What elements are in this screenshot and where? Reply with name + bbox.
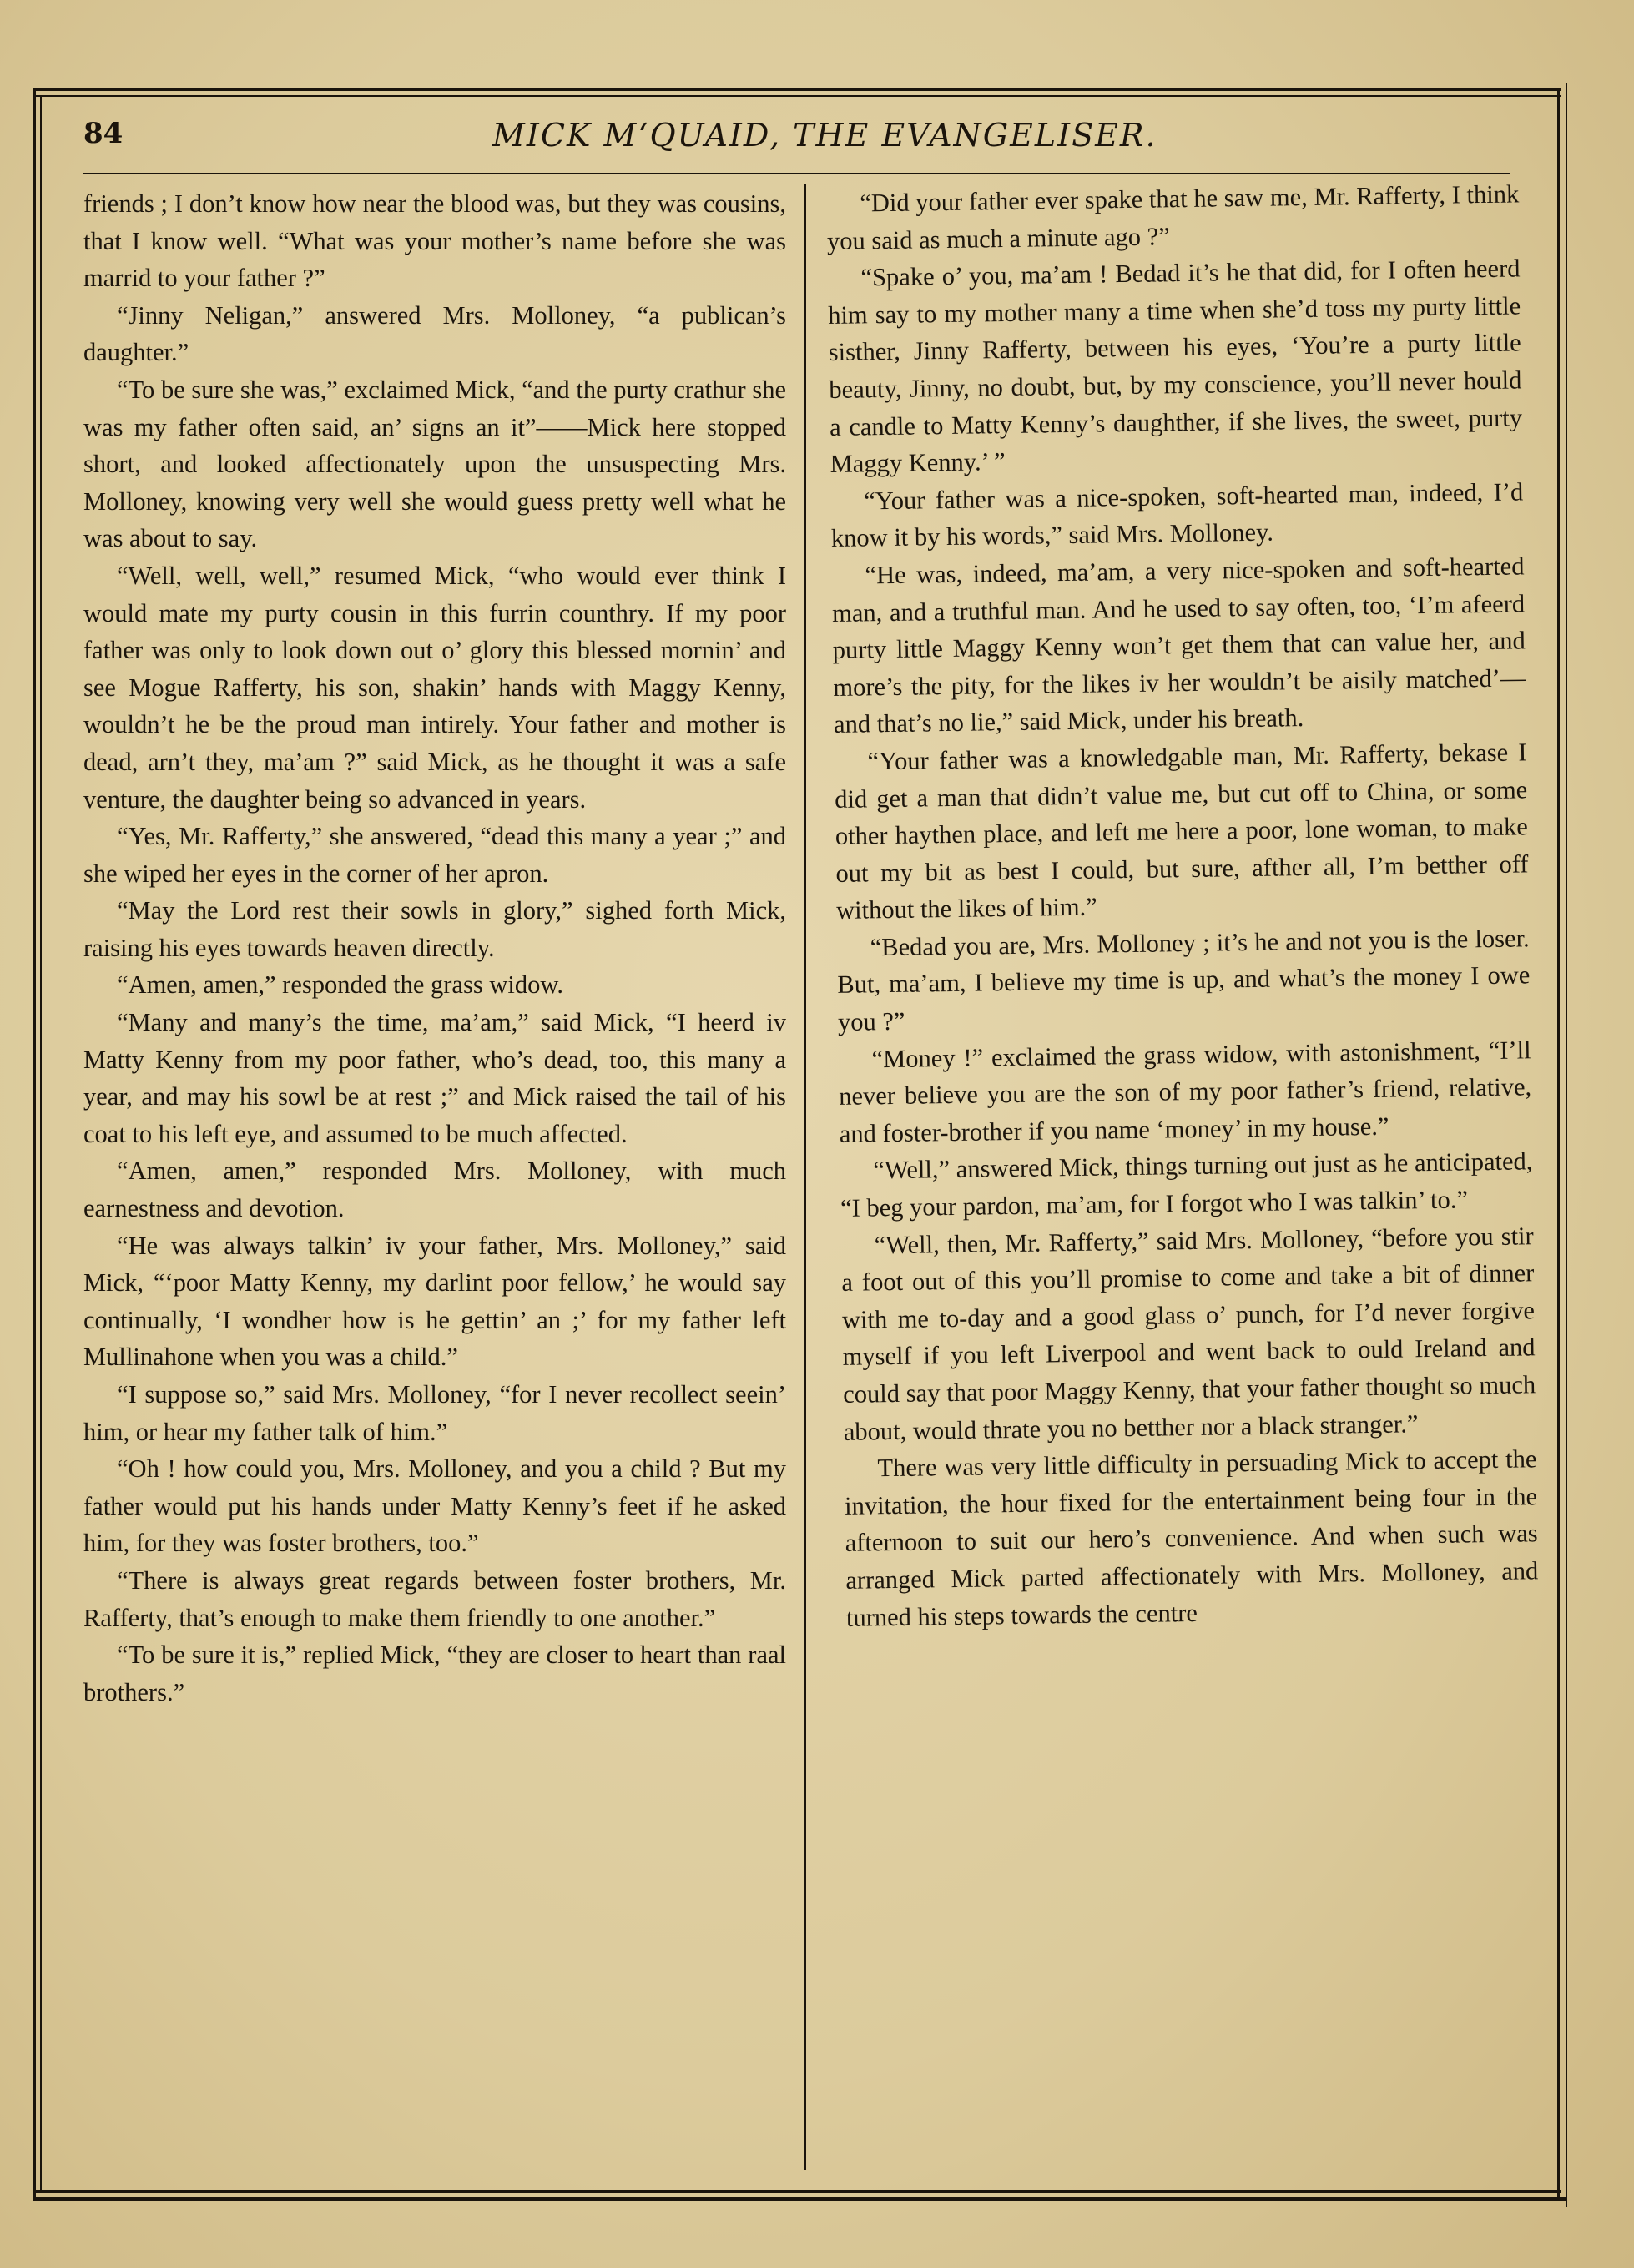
paragraph: “Bedad you are, Mrs. Molloney ; it’s he and not you is the loser. But, ma’am, I believe my time is up, and what’s the money I owe you ?” [837, 924, 1531, 1036]
paragraph: “Amen, amen,” responded Mrs. Molloney, with much earnestness and devotion. [83, 1157, 786, 1223]
paragraph: “Jinny Neligan,” answered Mrs. Molloney, “a publican’s daughter.” [83, 300, 786, 367]
header-underline [83, 173, 1510, 174]
paragraph: “To be sure it is,” replied Mick, “they are closer to heart than raal brothers.” [83, 1641, 786, 1706]
frame-right-rule-inner [1566, 83, 1567, 2207]
page-header [83, 117, 1502, 167]
frame-left-rule-inner [40, 95, 42, 2191]
bottom-rule-thick [33, 2197, 1567, 2201]
paragraph: “To be sure she was,” exclaimed Mick, “and the purty crathur she was my father often said, an’ signs an it”——Mick here stopped short, and looked affectionately upon the unsuspecting Mrs. Molloney, knowing very well she would guess pretty well what he was about to say. [83, 375, 786, 553]
paragraph: “Amen, amen,” responded the grass widow. [117, 970, 564, 1000]
paragraph: “Did your father ever spake that he saw me, Mr. Rafferty, I think you said as much a minute ago ?” [826, 179, 1520, 255]
paragraph: “May the Lord rest their sowls in glory,” sighed forth Mick, raising his eyes towards heaven directly. [83, 896, 786, 962]
paragraph: “Your father was a nice-spoken, soft-hearted man, indeed, I’d know it by his words,” said Mrs. Molloney. [830, 477, 1524, 553]
page-number: 84 [83, 117, 124, 150]
paragraph: “Many and many’s the time, ma’am,” said Mick, “I heerd iv Matty Kenny from my poor father, who’s dead, too, this many a year, and may his sowl be at rest ;” and Mick raised the tail of his coat to his left eye, and assumed to be much affected. [83, 1008, 786, 1148]
frame-left-rule [33, 88, 36, 2199]
paragraph: “Well, well, well,” resumed Mick, “who would ever think I would mate my purty cousin in this furrin counthry. If my poor father was only to look down out o’ glory this blessed mornin’ and see Mogue Rafferty, his son, shakin’ hands with Maggy Kenny, wouldn’t he be the proud man intirely. Your father and mother is dead, arn’t they, ma’am ?” said Mick, as he thought it was a safe venture, the daughter being so advanced in years. [83, 561, 786, 814]
paragraph: There was very little difficulty in persuading Mick to accept the invitation, the hour fixed for the entertainment being four in the afternoon to suit our hero’s convenience. And when such was arranged Mick parted affectionately with Mrs. Molloney, and turned his steps towards the centre [844, 1444, 1539, 1632]
bottom-rule [33, 2190, 1561, 2193]
paragraph: “Oh ! how could you, Mrs. Molloney, and you a child ? But my father would put his hands under Matty Kenny’s feet if he asked him, for they was foster brothers, too.” [83, 1454, 786, 1558]
frame-right-rule [1557, 88, 1560, 2199]
paragraph: “Yes, Mr. Rafferty,” she answered, “dead this many a year ;” and she wiped her eyes in the corner of her apron. [83, 822, 786, 888]
paragraph: “He was, indeed, ma’am, a very nice-spoken and soft-hearted man, and a truthful man. And he used to say often, too, ‘I’m afeerd purty little Maggy Kenny won’t get them that can value her, and more’s the pity, for the likes iv her wouldn’t be aisily matched’—and that’s no lie,” said Mick, under his breath. [831, 552, 1526, 739]
paragraph: “Well,” answered Mick, things turning out just as he anticipated, “I beg your pardon, ma’am, for I forgot who I was talkin’ to.” [840, 1147, 1533, 1222]
left-column [83, 185, 786, 1711]
paragraph: “Well, then, Mr. Rafferty,” said Mrs. Molloney, “before you stir a foot out of this you’ll promise to come and take a bit of dinner with me to-day and a good glass o’ punch, for I’d never forgive myself if you left Liverpool and went back to ould Ireland and could say that poor Maggy Kenny, that your father thought so much about, would thrate you no betther nor a black stranger.” [841, 1221, 1536, 1446]
paragraph: “There is always great regards between foster brothers, Mr. Rafferty, that’s enough to make them friendly to one another.” [83, 1565, 786, 1632]
paragraph: “Your father was a knowledgable man, Mr. Rafferty, bekase I did get a man that didn’t value me, but cut off to China, or some other haythen place, and left me here a poor, lone woman, to make out my bit as best I could, but sure, afther all, I’m betther off without the likes of him.” [835, 738, 1529, 925]
paragraph: “Spake o’ you, ma’am ! Bedad it’s he that did, for I often heerd him say to my mother many a time when she’d toss my purty little sisther, Jinny Rafferty, between his eyes, ‘You’re a purty little beauty, Jinny, no doubt, but, by my conscience, you’ll never hould a candle to Matty Kenny’s daughther, if she lives, the sweet, purty Maggy Kenny.’ ” [827, 254, 1523, 479]
paragraph: “He was always talkin’ iv your father, Mrs. Molloney,” said Mick, “‘poor Matty Kenny, my darlint poor fellow,’ he would say continually, ‘I wondher how is he gettin’ an ;’ for my father left Mullinahone when you was a child.” [83, 1231, 786, 1372]
top-rule-thin [33, 95, 1561, 97]
column-divider [804, 184, 806, 2170]
right-column [826, 175, 1539, 1636]
top-rule [33, 88, 1561, 91]
running-title: MICK M‘QUAID, THE EVANGELISER. [492, 117, 1157, 154]
paragraph: friends ; I don’t know how near the blood was, but they was cousins, that I know well. “What was your mother’s name before she was marrid to your father ?” [83, 189, 786, 293]
paragraph: “I suppose so,” said Mrs. Molloney, “for I never recollect seein’ him, or hear my father talk of him.” [83, 1380, 786, 1446]
paragraph: “Money !” exclaimed the grass widow, with astonishment, “I’ll never believe you are the son of my poor father’s friend, relative, and foster-brother if you name ‘money’ in my house.” [839, 1035, 1532, 1148]
